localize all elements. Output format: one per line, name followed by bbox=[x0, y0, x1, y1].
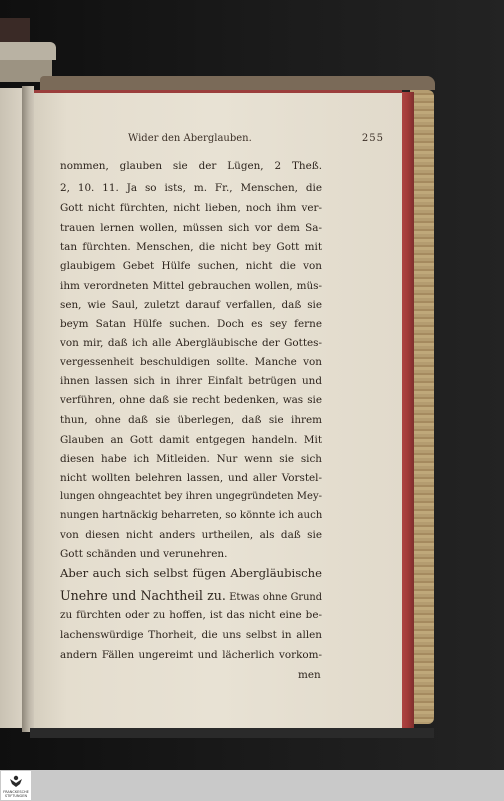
page-header bbox=[128, 133, 384, 149]
emphasis-line: Aber auch sich selbst fügen Abergläubische bbox=[60, 566, 322, 580]
footer-bar bbox=[0, 770, 504, 801]
text-line: trauen lernen wollen, müssen sich vor dem Sa- bbox=[60, 222, 322, 234]
text-line: von diesen nicht anders urtheilen, als daß sie bbox=[60, 529, 322, 541]
text-line: thun, ohne daß sie überlegen, daß sie ihrem bbox=[60, 414, 322, 426]
text-line: ihm verordneten Mittel gebrauchen wollen, müs- bbox=[60, 280, 322, 292]
book-gutter bbox=[22, 86, 34, 732]
text-line: verführen, ohne daß sie recht bedenken, was sie bbox=[60, 394, 322, 406]
text-line: Gott schänden und verunehren. bbox=[60, 548, 228, 560]
text-line: Glauben an Gott damit entgegen handeln. Mit bbox=[60, 434, 322, 446]
text-line: sen, wie Saul, zuletzt darauf verfallen, daß sie bbox=[60, 299, 322, 311]
text-line: beym Satan Hülfe suchen. Doch es sey ferne bbox=[60, 318, 322, 330]
logo-caption: FRANCKESCHE STIFTUNGEN bbox=[3, 790, 29, 798]
text-line: von mir, daß ich alle Abergläubische der Gottes- bbox=[60, 337, 322, 349]
text-line: nungen hartnäckig beharreten, so könnte ich auch bbox=[60, 510, 322, 521]
text-line: vergessenheit beschuldigen sollte. Manche von bbox=[60, 356, 322, 368]
running-title: Wider den Aberglauben. bbox=[128, 133, 252, 144]
text-run: Etwas ohne Grund bbox=[225, 592, 322, 603]
book-cover-edge bbox=[40, 76, 435, 90]
book-bottom-edge bbox=[30, 728, 434, 738]
text-line: diesen habe ich Mitleiden. Nur wenn sie sich bbox=[60, 453, 322, 465]
page-number: 255 bbox=[361, 133, 384, 144]
text-line: lungen ohngeachtet bey ihren ungegründeten Mey- bbox=[60, 491, 322, 502]
text-line: nicht wollten belehren lassen, und aller Vorstel- bbox=[60, 472, 322, 484]
text-line: glaubigem Gebet Hülfe suchen, nicht die von bbox=[60, 260, 322, 272]
catchword: men bbox=[298, 669, 321, 681]
text-line bbox=[60, 588, 322, 608]
emphasis-run: Unehre und Nachtheil zu. bbox=[60, 588, 226, 603]
text-line: Gott nicht fürchten, nicht lieben, noch ihm ver- bbox=[60, 202, 322, 214]
text-line: zu fürchten oder zu hoffen, ist das nicht eine be- bbox=[60, 609, 322, 621]
text-line: andern Fällen ungereimt und lächerlich vorkom- bbox=[60, 649, 322, 661]
text-line: nommen, glauben sie der Lügen, 2 Theß. bbox=[60, 160, 322, 172]
text-line: ihnen lassen sich in ihrer Einfalt betrügen und bbox=[60, 375, 322, 387]
book-stack-edge bbox=[0, 42, 56, 60]
eagle-icon bbox=[9, 774, 23, 788]
text-line: 2, 10. 11. Ja so ists, m. Fr., Menschen, die bbox=[60, 182, 322, 194]
text-line: lachenswürdige Thorheit, die uns selbst in allen bbox=[60, 629, 322, 641]
text-line: tan fürchten. Menschen, die nicht bey Gott mit bbox=[60, 241, 322, 253]
